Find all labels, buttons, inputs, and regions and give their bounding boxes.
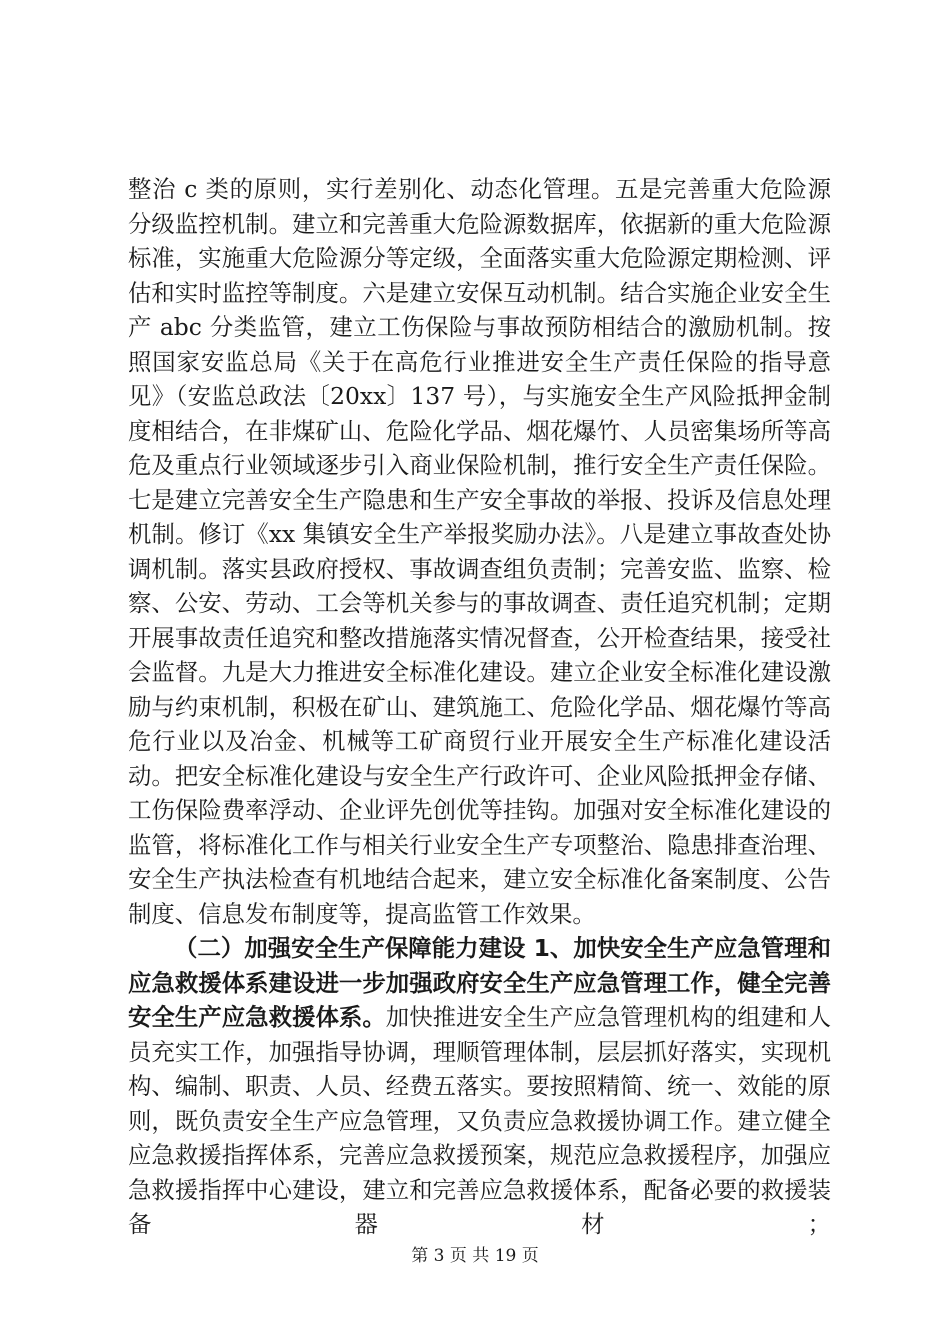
paragraph-1: 整治 c 类的原则，实行差别化、动态化管理。五是完善重大危险源分级监控机制。建立和完善重大危险源数据库，依据新的重大危险源标准，实施重大危险源分等定级，全面落实重大危险源定期检测、评估和实时监控等制度。六是建立安保互动机制。结合实施企业安全生产 abc 分类监管，建立工伤保险与事故预防相结合的激励机制。按照国家安监总局《关于在高危行业推进安全生产责任保险的指导意见》（安监总政法〔20xx〕137 号），与实施安全生产风险抵押金制度相结合，在非煤矿山、危险化学品、烟花爆竹、人员密集场所等高危及重点行业领域逐步引入商业保险机制，推行安全生产责任保险。七是建立完善安全生产隐患和生产安全事故的举报、投诉及信息处理机制。修订《xx 集镇安全生产举报奖励办法》。八是建立事故查处协调机制。落实县政府授权、事故调查组负责制；完善安监、监察、检察、公安、劳动、工会等机关参与的事故调查、责任追究机制；定期开展事故责任追究和整改措施落实情况督查，公开检查结果，接受社会监督。九是大力推进安全标准化建设。建立企业安全标准化建设激励与约束机制，积极在矿山、建筑施工、危险化学品、烟花爆竹等高危行业以及冶金、机械等工矿商贸行业开展安全生产标准化建设活动。把安全标准化建设与安全生产行政许可、企业风险抵押金存储、工伤保险费率浮动、企业评先创优等挂钩。加强对安全标准化建设的监管，将标准化工作与相关行业安全生产专项整治、隐患排查治理、安全生产执法检查有机地结合起来，建立安全标准化备案制度、公告制度、信息发布制度等，提高监管工作效果。 bbox=[128, 175, 831, 928]
paragraph-2 bbox=[128, 931, 831, 1242]
paragraph-2-body: 加快推进安全生产应急管理机构的组建和人员充实工作，加强指导协调，理顺管理体制，层层抓好落实，实现机构、编制、职责、人员、经费五落实。要按照精简、统一、效能的原则，既负责安全生产应急管理，又负责应急救援协调工作。建立健全应急救援指挥体系，完善应急救援预案，规范应急救援程序，加强应急救援指挥中心建设，建立和完善应急救援体系，配备必要的救援装备器材； bbox=[128, 1003, 832, 1238]
page-footer: 第 3 页 共 19 页 bbox=[411, 1246, 539, 1266]
document-body bbox=[128, 172, 831, 1242]
section-heading: （二）加强安全生产保障能力建设 1、加快安全生产应急管理和应急救援体系建设进一步加强政府安全生产应急管理工作，健全完善安全生产应急救援体系。 bbox=[128, 934, 831, 1031]
